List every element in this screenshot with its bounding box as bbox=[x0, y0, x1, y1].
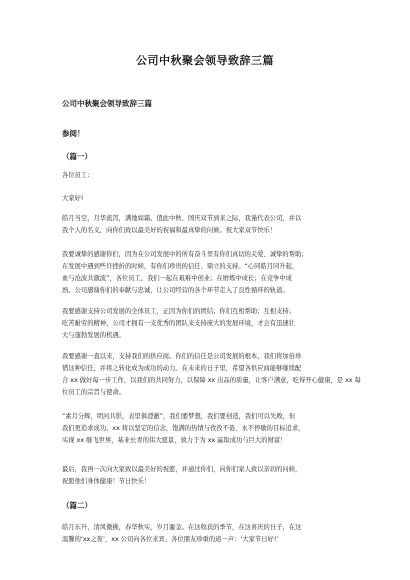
paragraph-line: 实现 xx 继飞世界，基业长青的伟大愿景，致力于为 xx 赢取成功与巨大的财富！ bbox=[62, 437, 287, 444]
paragraph-line: 惜这种信任，并将之转化成为成功的动力。在未来的日子里，希望各供应商能够继续配 bbox=[62, 365, 302, 372]
paragraph-line: 我个人的名义，向你们致以最美好的祝福和最真挚的问候。祝大家双节快乐！ bbox=[62, 227, 277, 234]
paragraph-line: 我们更追求成功。xx 将以坚定的信念，饱满的热情与孜孜不倦、永不停歇的目标追求， bbox=[62, 425, 305, 432]
paragraph-line: 我要诚挚的感谢你们，因为在公司发展中的所有奋斗里有你们真切的关爱、诚挚的帮助； bbox=[62, 251, 308, 258]
part-one-heading: （篇一） bbox=[62, 152, 92, 161]
paragraph-5 bbox=[62, 411, 352, 447]
paragraph-line: 我要感谢一直以来，支持我们的供应商。你们的信任是公司发展的根本，我们将加倍珍 bbox=[62, 353, 302, 360]
paragraph-line: 在发展中遇到些许挫折的时候，有你们珍贵的信任、鼎立的支持。“心同皓月同升起， bbox=[62, 263, 299, 270]
greeting-line bbox=[62, 170, 352, 182]
paragraph-line: 合 xx 做好每一步工作，以我们的共同努力，以保障 xx 出品的质量，让客户满意，吃得开心健康，是 xx 每 bbox=[62, 377, 361, 384]
salutation: 参阅！ bbox=[62, 129, 85, 138]
paragraph-line: 祝愿他们身体健康！节日快乐！ bbox=[62, 478, 151, 485]
greeting-text: 各位员工: bbox=[62, 172, 90, 179]
paragraph-4 bbox=[62, 351, 361, 399]
document-title: 公司中秋聚会领导致辞三篇 bbox=[136, 54, 274, 67]
part-two-paragraph bbox=[62, 522, 352, 546]
paragraph-line: 血与沧波共激流”，各位员工，我们一起在艰难中创业；在磨炼中成长；在竞争中成 bbox=[62, 275, 292, 282]
part-two-heading: （篇二） bbox=[62, 501, 92, 510]
paragraph-line: 熟。公司感谢你们的奉献与忠诚，让公司经营的各个环节走入了良性循环的轨道。 bbox=[62, 287, 289, 294]
paragraph-line: 温馨的‘xx之夜’，xx 公司向各位来宾、各位朋友珍重的道一声：‘大家节日好!’ bbox=[62, 536, 279, 543]
paragraph-2 bbox=[62, 249, 352, 297]
paragraph-line: 我要感谢支持公司发展的全体员工，正因为你们的团结；你们互相帮助；互相支持； bbox=[62, 308, 295, 315]
hello-text: 大家好! bbox=[62, 195, 84, 202]
paragraph-line: “素月分辉，明河共影，表里俱澄澈”，我们要梦想，我们要创造，我们可以失败，但 bbox=[62, 413, 296, 420]
paragraph-line: 皓月当空，月华流泻，满地如霜。值此中秋、国庆双节到来之际，我谨代表公司，并以 bbox=[62, 215, 302, 222]
paragraph-line: 皓月东升，清风微拂，春华秋实，岁月鎏金。在这收获的季节，在这喜庆的日子，在这 bbox=[62, 524, 302, 531]
hello-line bbox=[62, 193, 352, 205]
document-subtitle: 公司中秋聚会领导致辞三篇 bbox=[62, 99, 152, 108]
paragraph-line: 最后，我再一次向大家致以最美好的祝愿，并通过你们，向你们家人致以亲切的问候， bbox=[62, 466, 302, 473]
paragraph-line: 吃苦耐劳的精神，公司才拥有一支优秀的团队来支持庞大的发展环境，才会有迅速壮 bbox=[62, 320, 295, 327]
paragraph-6 bbox=[62, 464, 352, 488]
paragraph-1 bbox=[62, 213, 352, 237]
paragraph-line: 位员工的宗旨与使命。 bbox=[62, 389, 125, 396]
paragraph-line: 大与蓬勃发展的机遇。 bbox=[62, 332, 125, 339]
paragraph-3 bbox=[62, 306, 352, 342]
